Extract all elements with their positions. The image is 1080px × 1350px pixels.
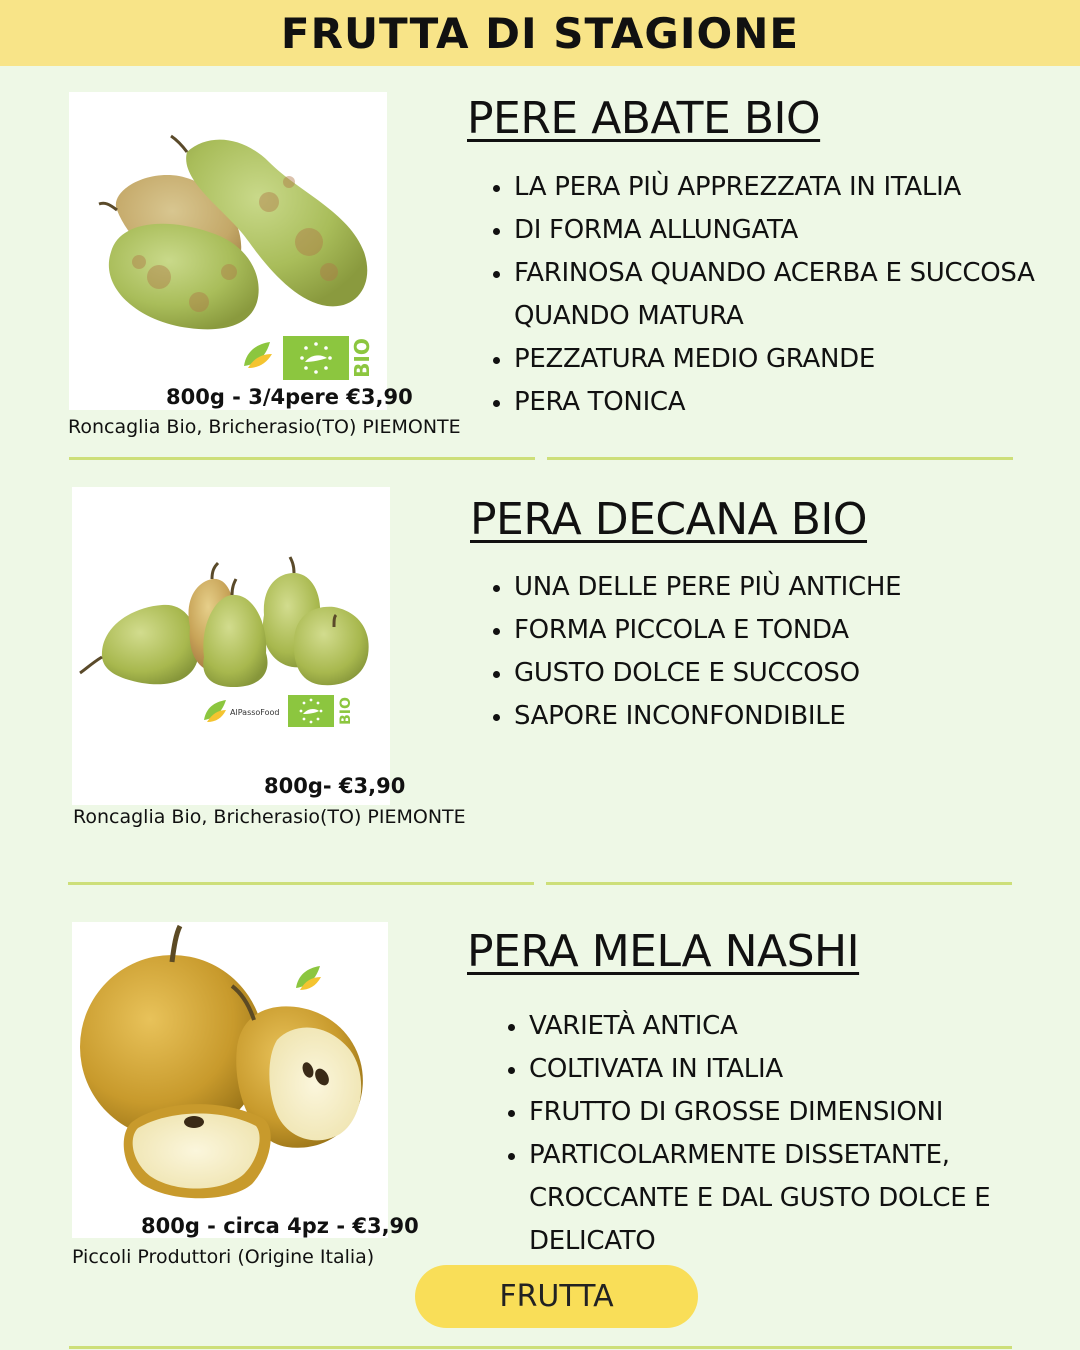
price-nashi: 800g - circa 4pz - €3,90 bbox=[141, 1214, 419, 1238]
feature-list-decana bbox=[468, 566, 1080, 738]
leaf-logo-icon bbox=[244, 342, 272, 368]
eu-organic-logo-icon bbox=[288, 695, 334, 727]
price-decana: 800g- €3,90 bbox=[264, 774, 406, 798]
product-title-abate: PERE ABATE BIO bbox=[467, 93, 821, 144]
page-title: FRUTTA DI STAGIONE bbox=[280, 8, 800, 58]
list-item: • LA PERA PIÙ APPREZZATA IN ITALIA bbox=[514, 166, 1080, 209]
abate-pears-illustration bbox=[69, 92, 387, 410]
leaf-logo-icon bbox=[204, 700, 226, 722]
divider bbox=[69, 1346, 1012, 1349]
product-title-decana: PERA DECANA BIO bbox=[470, 494, 868, 545]
divider bbox=[547, 457, 1013, 460]
list-item: • FARINOSA QUANDO ACERBA E SUCCOSA QUANDO MATURA bbox=[514, 252, 1080, 338]
product-image-decana bbox=[72, 487, 390, 805]
feature-list-abate bbox=[468, 166, 1080, 424]
divider bbox=[546, 882, 1012, 885]
brand-label: AlPassoFood bbox=[230, 708, 280, 717]
list-item: • FORMA PICCOLA E TONDA bbox=[514, 609, 1080, 652]
list-item: • COLTIVATA IN ITALIA bbox=[529, 1048, 1069, 1091]
origin-abate: Roncaglia Bio, Bricherasio(TO) PIEMONTE bbox=[68, 416, 461, 438]
list-item: • FRUTTO DI GROSSE DIMENSIONI bbox=[529, 1091, 1069, 1134]
list-item: • PEZZATURA MEDIO GRANDE bbox=[514, 338, 1080, 381]
product-image-abate bbox=[69, 92, 387, 410]
leaf-logo-icon bbox=[296, 966, 321, 990]
page-header bbox=[0, 0, 1080, 66]
product-title-nashi: PERA MELA NASHI bbox=[467, 926, 860, 977]
origin-nashi: Piccoli Produttori (Origine Italia) bbox=[72, 1246, 375, 1268]
list-item: • VARIETÀ ANTICA bbox=[529, 1005, 1069, 1048]
price-abate: 800g - 3/4pere €3,90 bbox=[166, 385, 413, 409]
product-image-nashi bbox=[72, 922, 388, 1238]
divider bbox=[69, 457, 535, 460]
frutta-button[interactable]: FRUTTA bbox=[415, 1265, 698, 1328]
list-item: • DI FORMA ALLUNGATA bbox=[514, 209, 1080, 252]
list-item: • GUSTO DOLCE E SUCCOSO bbox=[514, 652, 1080, 695]
divider bbox=[68, 882, 534, 885]
list-item: • PERA TONICA bbox=[514, 381, 1080, 424]
list-item: • UNA DELLE PERE PIÙ ANTICHE bbox=[514, 566, 1080, 609]
bio-label: BIO bbox=[338, 697, 354, 725]
origin-decana: Roncaglia Bio, Bricherasio(TO) PIEMONTE bbox=[73, 806, 466, 828]
feature-list-nashi bbox=[483, 1005, 1069, 1263]
list-item: • SAPORE INCONFONDIBILE bbox=[514, 695, 1080, 738]
list-item: • PARTICOLARMENTE DISSETANTE, CROCCANTE E DAL GUSTO DOLCE E DELICATO bbox=[529, 1134, 1069, 1263]
bio-label: BIO bbox=[350, 338, 374, 378]
decana-pears-illustration bbox=[72, 487, 390, 805]
nashi-pears-illustration bbox=[72, 922, 388, 1238]
eu-organic-logo-icon bbox=[283, 336, 349, 380]
